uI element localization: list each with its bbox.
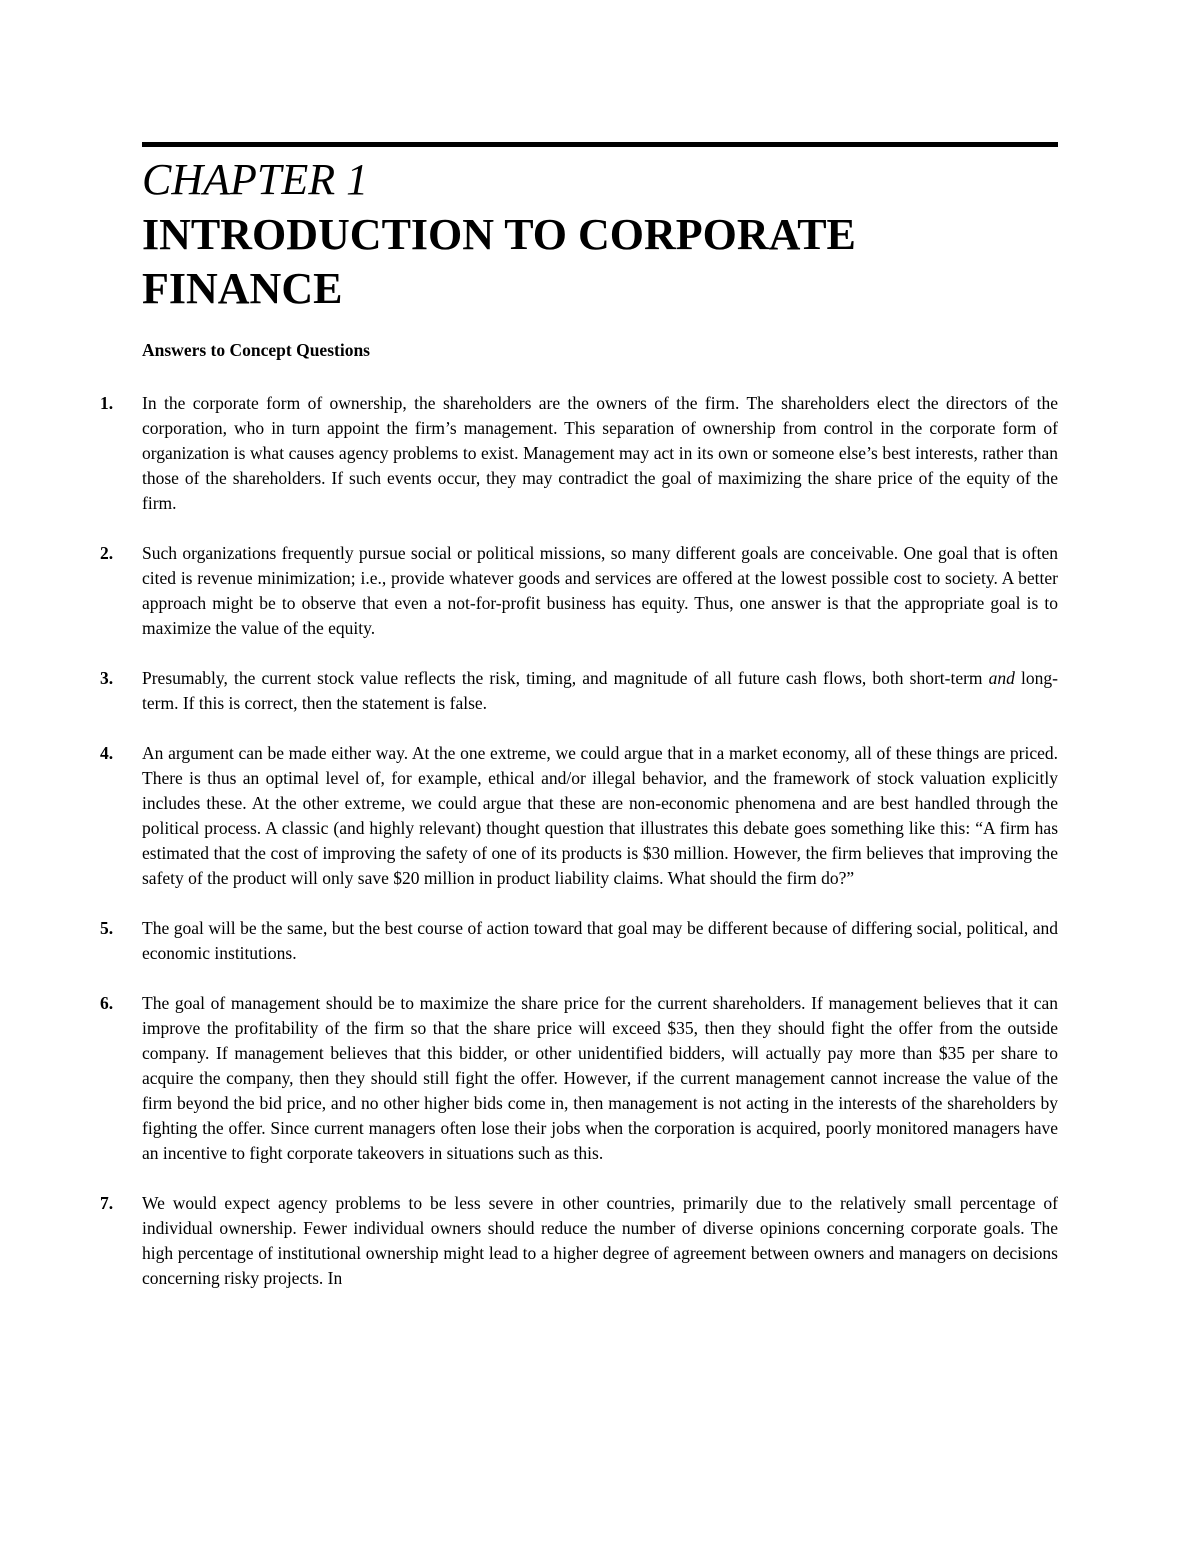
answer-item-6 (100, 991, 1058, 1166)
answer-item-7 (100, 1191, 1058, 1291)
answer-item-4 (100, 741, 1058, 891)
chapter-top-rule (142, 142, 1058, 147)
answer-text: We would expect agency problems to be less severe in other countries, primarily due to the relatively small percentage of individual ownership. Fewer individual owners should reduce the number of diverse opinions concerning corporate goals. The high percentage of institutional ownership might lead to a higher degree of agreement between owners and managers on decisions concerning risky projects. In (142, 1193, 1058, 1288)
answer-number: 2. (100, 543, 114, 563)
answer-text-part: long-term. If this is correct, then the statement is false. (142, 668, 1058, 713)
answer-text: The goal will be the same, but the best course of action toward that goal may be different because of differing social, political, and economic institutions. (142, 918, 1058, 963)
answer-item-5 (100, 916, 1058, 966)
answer-text-emphasis: and (988, 668, 1015, 688)
chapter-title: INTRODUCTION TO CORPORATE FINANCE (142, 210, 856, 313)
answer-number: 6. (100, 993, 114, 1013)
answer-number: 1. (100, 393, 114, 413)
section-subheading: Answers to Concept Questions (142, 340, 370, 360)
answer-text: An argument can be made either way. At the one extreme, we could argue that in a market economy, all of these things are priced. There is thus an optimal level of, for example, ethical and/or illegal behavior, and the framework of stock valuation explicitly includes these. At the other extreme, we could argue that these are non-economic phenomena and are best handled through the political process. A classic (and highly relevant) thought question that illustrates this debate goes something like this: “A firm has estimated that the cost of improving the safety of one of its products is $30 million. However, the firm believes that improving the safety of the product will only save $20 million in product liability claims. What should the firm do?” (142, 743, 1058, 888)
answer-number: 3. (100, 668, 114, 688)
answer-text: The goal of management should be to maximize the share price for the current shareholders. If management believes that it can improve the profitability of the firm so that the share price will exceed $35, then they should fight the offer from the outside company. If management believes that this bidder, or other unidentified bidders, will actually pay more than $35 per share to acquire the company, then they should still fight the offer. However, if the current management cannot increase the value of the firm beyond the bid price, and no other higher bids come in, then management is not acting in the interests of the shareholders by fighting the offer. Since current managers often lose their jobs when the corporation is acquired, poorly monitored managers have an incentive to fight corporate takeovers in situations such as this. (142, 993, 1058, 1163)
chapter-label: CHAPTER 1 (142, 155, 369, 204)
answer-text: In the corporate form of ownership, the shareholders are the owners of the firm. The shareholders elect the directors of the corporation, who in turn appoint the firm’s management. This separation of ownership from control in the corporate form of organization is what causes agency problems to exist. Management may act in its own or someone else’s best interests, rather than those of the shareholders. If such events occur, they may contradict the goal of maximizing the share price of the equity of the firm. (142, 393, 1058, 513)
answer-number: 5. (100, 918, 114, 938)
answer-text: Such organizations frequently pursue social or political missions, so many different goals are conceivable. One goal that is often cited is revenue minimization; i.e., provide whatever goods and services are offered at the lowest possible cost to society. A better approach might be to observe that even a not-for-profit business has equity. Thus, one answer is that the appropriate goal is to maximize the value of the equity. (142, 543, 1058, 638)
answer-number: 7. (100, 1193, 114, 1213)
answers-list (100, 391, 1058, 1316)
answer-item-2 (100, 541, 1058, 641)
answer-text (142, 666, 1058, 716)
answer-number: 4. (100, 743, 114, 763)
answer-item-3 (100, 666, 1058, 716)
answer-item-1 (100, 391, 1058, 516)
answer-text-part: Presumably, the current stock value reflects the risk, timing, and magnitude of all future cash flows, both short-term (142, 668, 989, 688)
